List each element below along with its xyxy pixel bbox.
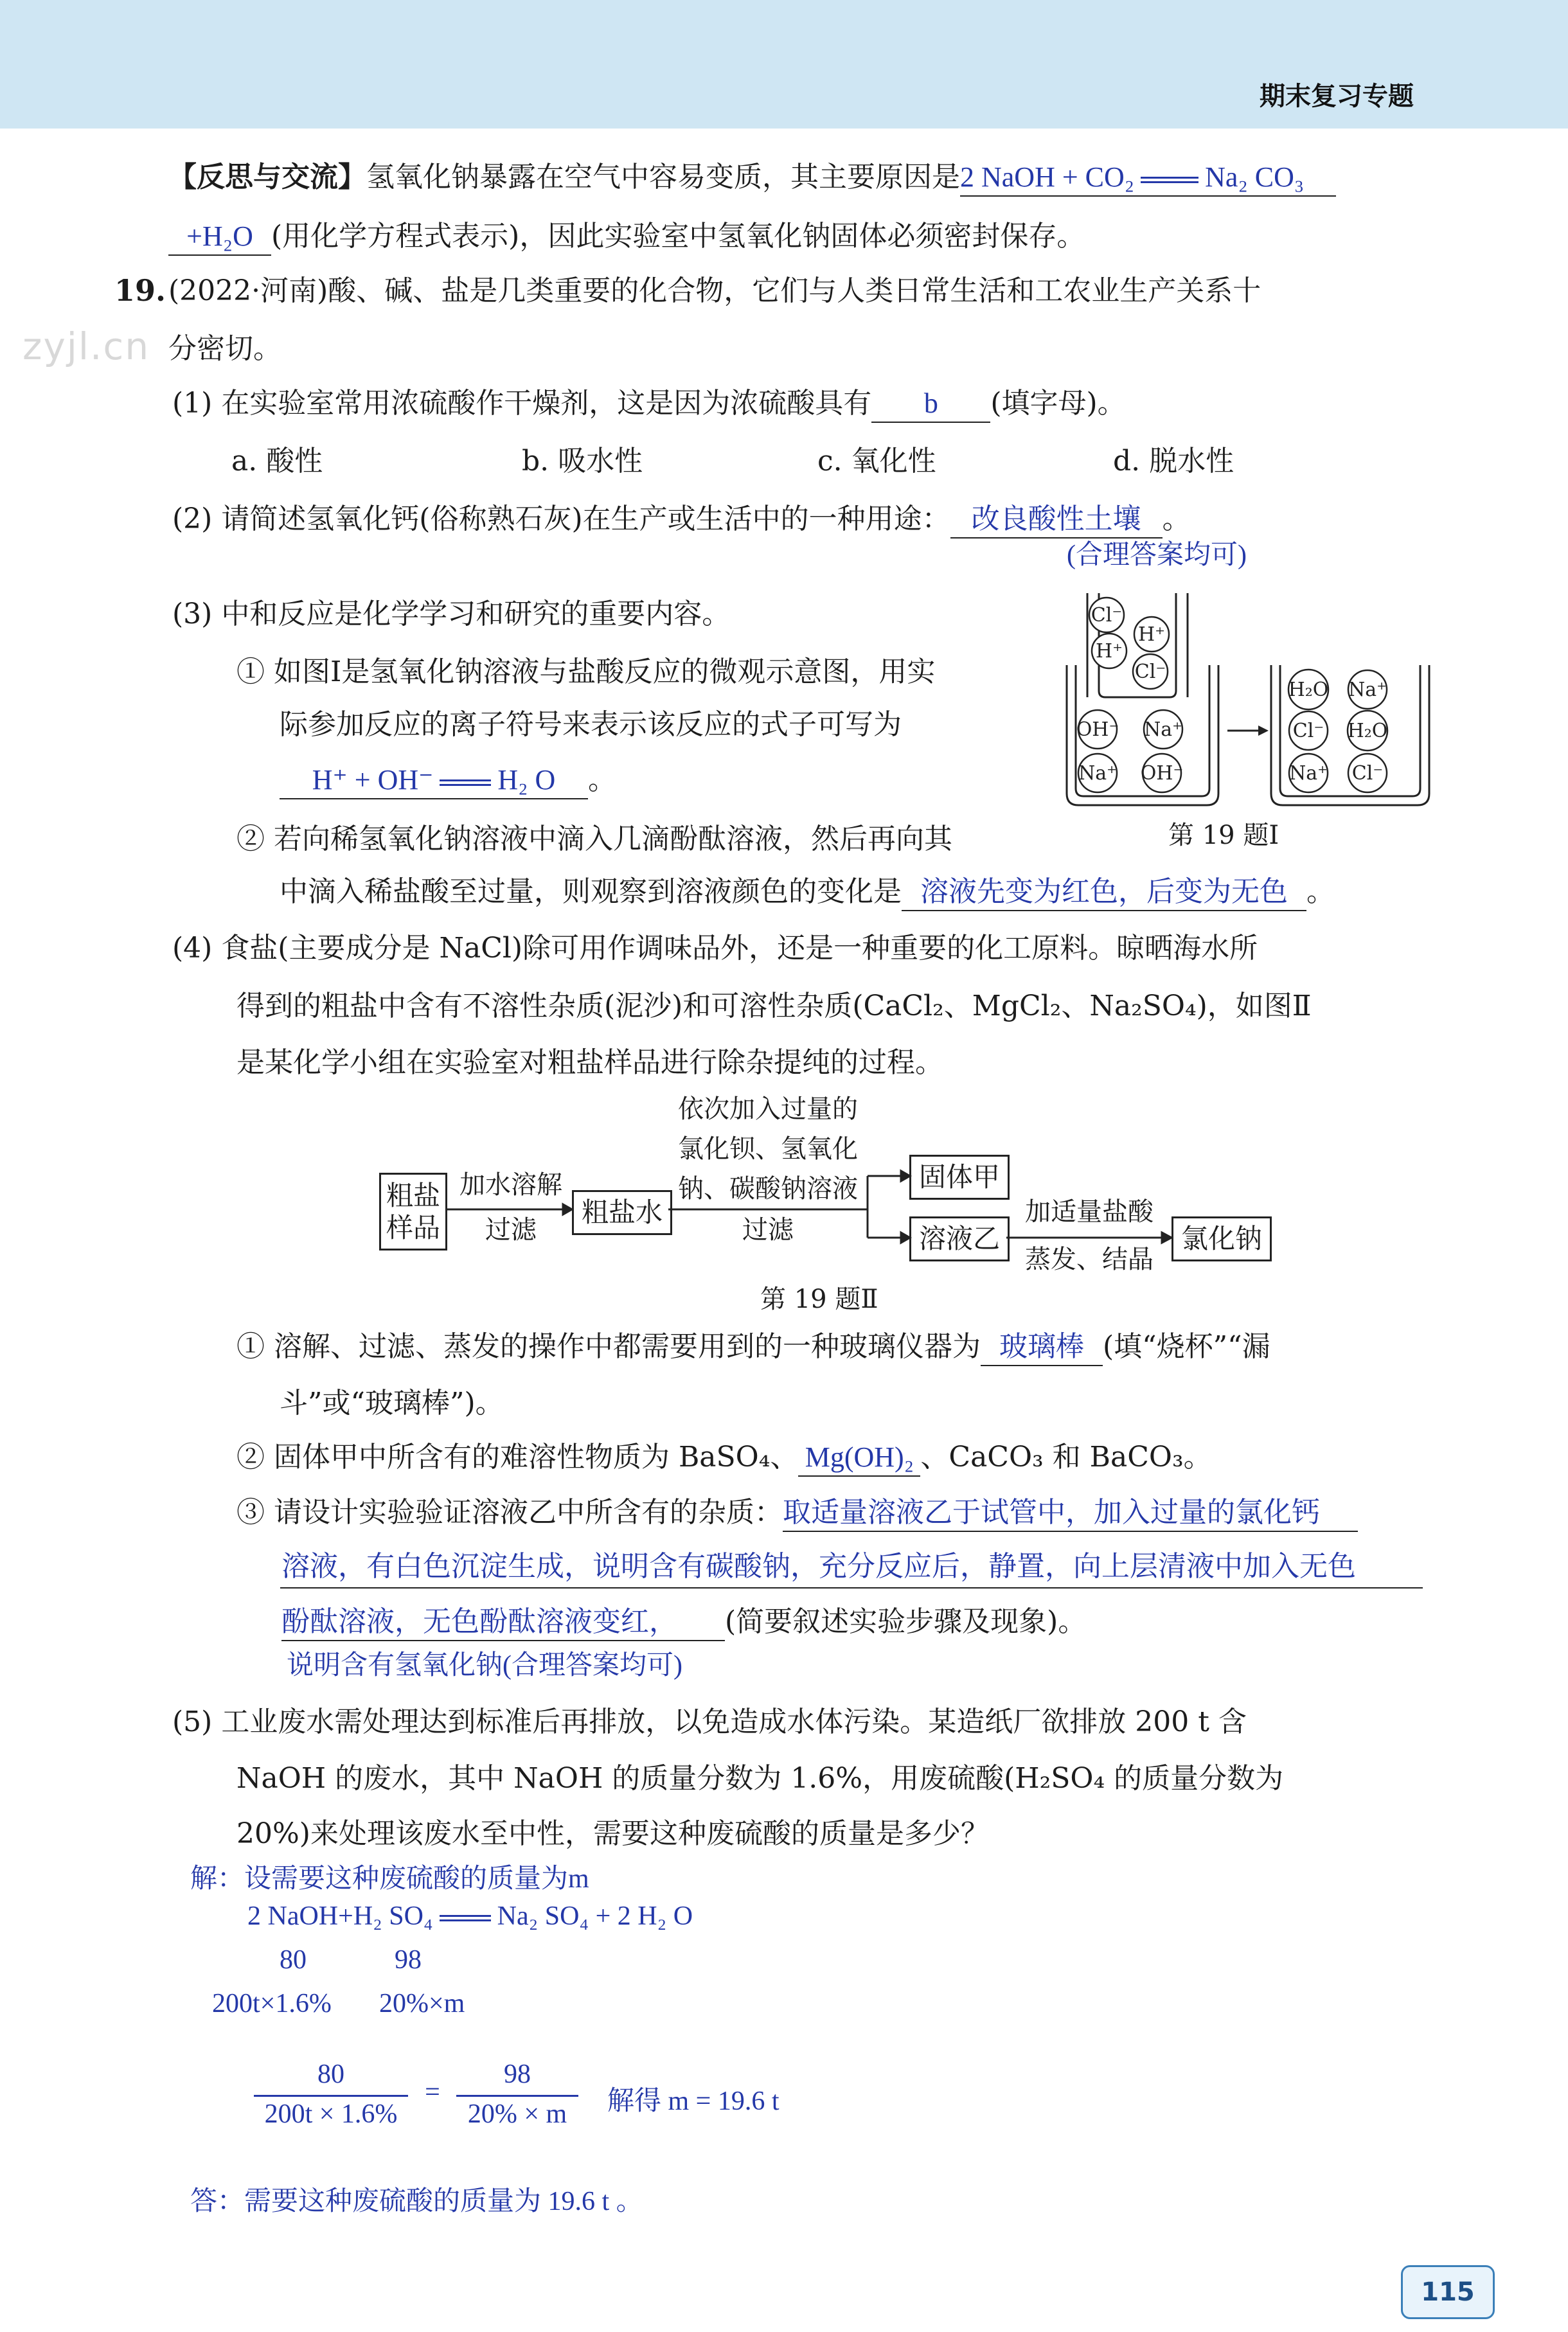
reflection-label: 【反思与交流】 xyxy=(168,161,366,193)
ion-oh-2: OH⁻ xyxy=(1140,762,1184,785)
ion-cl-4: Cl⁻ xyxy=(1351,762,1384,785)
q19-part4-s3-line1: ③ 请设计实验验证溶液乙中所含有的杂质：取适量溶液乙于试管中，加入过量的氯化钙 xyxy=(236,1495,1358,1532)
q19-part3-s2-line2: 中滴入稀盐酸至过量，则观察到溶液颜色的变化是 溶液先变为红色，后变为无色 。 xyxy=(280,874,1335,911)
molar-mass-h2so4: 98 xyxy=(395,1945,422,1975)
question-number: 19. xyxy=(114,273,166,308)
q19-intro-line1: (2022·河南)酸、碱、盐是几类重要的化合物，它们与人类日常生活和工农业生产关系十 xyxy=(168,274,1261,307)
flow-box-solution-b: 溶液乙 xyxy=(909,1216,1010,1261)
flow-step1-top: 加水溶解 xyxy=(459,1170,562,1200)
ion-h-2: H⁺ xyxy=(1096,640,1123,663)
q19-part1-answer: b xyxy=(871,386,990,423)
flow-step3-bottom: 蒸发、结晶 xyxy=(1025,1245,1154,1274)
q19-part5-line1: (5) 工业废水需处理达到标准后再排放，以免造成水体污染。某造纸厂欲排放 200 t 含 xyxy=(172,1705,1247,1738)
flow-step1-bottom: 过滤 xyxy=(485,1215,537,1245)
solution-answer: 答：需要这种废硫酸的质量为 19.6 t 。 xyxy=(190,2187,643,2216)
q19-part4-s3-answer-3: 酚酞溶液，无色酚酞溶液变红， xyxy=(281,1604,725,1641)
q19-part4-s1-answer: 玻璃棒 xyxy=(981,1329,1103,1366)
q19-part4-line2: 得到的粗盐中含有不溶性杂质(泥沙)和可溶性杂质(CaCl₂、MgCl₂、Na₂SO₄)，如图Ⅱ xyxy=(236,990,1312,1022)
q19-part4-s3-answer-2: 溶液，有白色沉淀生成，说明含有碳酸钠，充分反应后，静置，向上层清液中加入无色 xyxy=(281,1551,1356,1582)
known-naoh: 200t×1.6% xyxy=(212,1989,332,2018)
option-a: a. 酸性 xyxy=(231,445,323,477)
fraction2-bar xyxy=(456,2095,578,2097)
q19-part3: (3) 中和反应是化学学习和研究的重要内容。 xyxy=(172,598,731,630)
watermark: zyjl.cn xyxy=(22,325,150,368)
flow-box-crude-salt: 粗盐 样品 xyxy=(379,1173,447,1251)
q19-part3-s2-answer: 溶液先变为红色，后变为无色 xyxy=(902,874,1306,911)
ion-cl-1: Cl⁻ xyxy=(1091,604,1123,627)
flow-step2-l3: 钠、碳酸钠溶液 xyxy=(678,1174,858,1204)
q19-part2: (2) 请简述氢氧化钙(俗称熟石灰)在生产或生活中的一种用途： 改良酸性土壤 。 xyxy=(172,501,1191,538)
reflection-line1 xyxy=(168,159,1336,197)
q19-part4-s2: ② 固体甲中所含有的难溶性物质为 BaSO₄、 Mg(OH)₂ 、CaCO₃ 和 BaCO₃。 xyxy=(236,1439,1212,1477)
flow-arrows xyxy=(443,1150,1176,1266)
q19-part2-note: (合理答案均可) xyxy=(1067,540,1247,570)
ion-na-1: Na⁺ xyxy=(1144,718,1182,741)
q19-part3-s1-answer-line: H⁺ + OH⁻ H₂ O 。 xyxy=(280,762,616,799)
q19-part4-s2-answer: Mg(OH)₂ xyxy=(798,1439,920,1477)
q19-part4-s3-answer-4: 说明含有氢氧化钠(合理答案均可) xyxy=(287,1651,682,1680)
flow-box-solid-a: 固体甲 xyxy=(909,1155,1010,1200)
reflection-text: 氢氧化钠暴露在空气中容易变质，其主要原因是 xyxy=(366,161,960,193)
page-number: 115 xyxy=(1401,2265,1495,2319)
ion-na-2: Na⁺ xyxy=(1078,762,1117,785)
ion-na-4: Na⁺ xyxy=(1289,762,1328,785)
q19-part2-answer: 改良酸性土壤 xyxy=(950,501,1163,538)
header-title: 期末复习专题 xyxy=(1260,82,1414,111)
fraction1-denominator: 200t × 1.6% xyxy=(264,2099,398,2129)
q19-part3-s1-line1: ① 如图Ⅰ是氢氧化钠溶液与盐酸反应的微观示意图，用实 xyxy=(236,655,936,688)
ion-oh-1: OH⁻ xyxy=(1076,718,1119,741)
reflection-answer-2: +H₂O xyxy=(168,218,271,256)
fraction1-numerator: 80 xyxy=(317,2060,344,2089)
fraction-equals: = xyxy=(425,2078,440,2107)
option-d: d. 脱水性 xyxy=(1113,445,1234,477)
flow-step3-top: 加适量盐酸 xyxy=(1025,1197,1154,1227)
solution-line1: 解：设需要这种废硫酸的质量为m xyxy=(190,1864,589,1894)
q19-part5-line2: NaOH 的废水，其中 NaOH 的质量分数为 1.6%，用废硫酸(H₂SO₄ 的质量分数为 xyxy=(236,1762,1284,1795)
flow-box-brine: 粗盐水 xyxy=(572,1190,672,1235)
ion-cl-3: Cl⁻ xyxy=(1292,720,1324,742)
ion-na-3: Na⁺ xyxy=(1348,679,1387,701)
option-b: b. 吸水性 xyxy=(522,445,643,477)
q19-part4-line1: (4) 食盐(主要成分是 NaCl)除可用作调味品外，还是一种重要的化工原料。晾晒海水所 xyxy=(172,932,1258,965)
q19-part4-s3-line3: 酚酞溶液，无色酚酞溶液变红， (简要叙述实验步骤及现象)。 xyxy=(281,1604,1086,1641)
fraction1-bar xyxy=(254,2095,408,2097)
flow-step2-bottom: 过滤 xyxy=(742,1215,794,1245)
q19-part4-s1-line1: ① 溶解、过滤、蒸发的操作中都需要用到的一种玻璃仪器为 玻璃棒 (填“烧杯”“漏 xyxy=(236,1329,1270,1366)
fraction2-numerator: 98 xyxy=(504,2060,531,2089)
solution-equation: 2 NaOH+H₂ SO₄ Na₂ SO₄ + 2 H₂ O xyxy=(247,1901,693,1931)
q19-part3-s1-answer: H⁺ + OH⁻ H₂ O xyxy=(280,762,588,799)
option-c: c. 氧化性 xyxy=(817,445,936,477)
fraction2-denominator: 20% × m xyxy=(467,2099,567,2129)
figure-2-caption: 第 19 题Ⅱ xyxy=(760,1285,878,1314)
q19-part3-s2-line1: ② 若向稀氢氧化钠溶液中滴入几滴酚酞溶液，然后再向其 xyxy=(236,823,952,855)
flow-step2-l1: 依次加入过量的 xyxy=(678,1094,858,1124)
figure-1-caption: 第 19 题Ⅰ xyxy=(1168,821,1279,850)
reflection-answer-1: 2 NaOH + CO₂ Na₂ CO₃ xyxy=(960,159,1336,197)
mol-h2o-1: H₂O xyxy=(1288,679,1329,701)
q19-part1: (1) 在实验室常用浓硫酸作干燥剂，这是因为浓硫酸具有 b (填字母)。 xyxy=(172,386,1126,423)
solution-result: 解得 m = 19.6 t xyxy=(607,2087,780,2116)
molar-mass-naoh: 80 xyxy=(280,1945,307,1975)
figure-1-diagram xyxy=(1054,582,1452,813)
flow-box-sodium-chloride: 氯化钠 xyxy=(1172,1216,1272,1261)
mol-h2o-2: H₂O xyxy=(1347,720,1388,742)
q19-part4-s1-line2: 斗”或“玻璃棒”)。 xyxy=(280,1387,504,1420)
ion-cl-2: Cl⁻ xyxy=(1134,661,1166,683)
q19-part3-s1-line2: 际参加反应的离子符号来表示该反应的式子可写为 xyxy=(280,708,902,741)
flow-step2-l2: 氯化钡、氢氧化 xyxy=(678,1134,858,1164)
reflection-text-after: (用化学方程式表示)，因此实验室中氢氧化钠固体必须密封保存。 xyxy=(271,220,1085,253)
reflection-line2 xyxy=(168,218,1085,256)
answer-underline xyxy=(280,1587,1423,1589)
q19-part4-s3-answer-1: 取适量溶液乙于试管中，加入过量的氯化钙 xyxy=(783,1495,1358,1532)
q19-intro-line2: 分密切。 xyxy=(168,332,281,365)
ion-h-1: H⁺ xyxy=(1138,623,1165,646)
q19-part5-line3: 20%)来处理该废水至中性，需要这种废硫酸的质量是多少？ xyxy=(236,1817,989,1850)
known-h2so4: 20%×m xyxy=(379,1989,465,2018)
q19-part4-line3: 是某化学小组在实验室对粗盐样品进行除杂提纯的过程。 xyxy=(236,1046,943,1079)
